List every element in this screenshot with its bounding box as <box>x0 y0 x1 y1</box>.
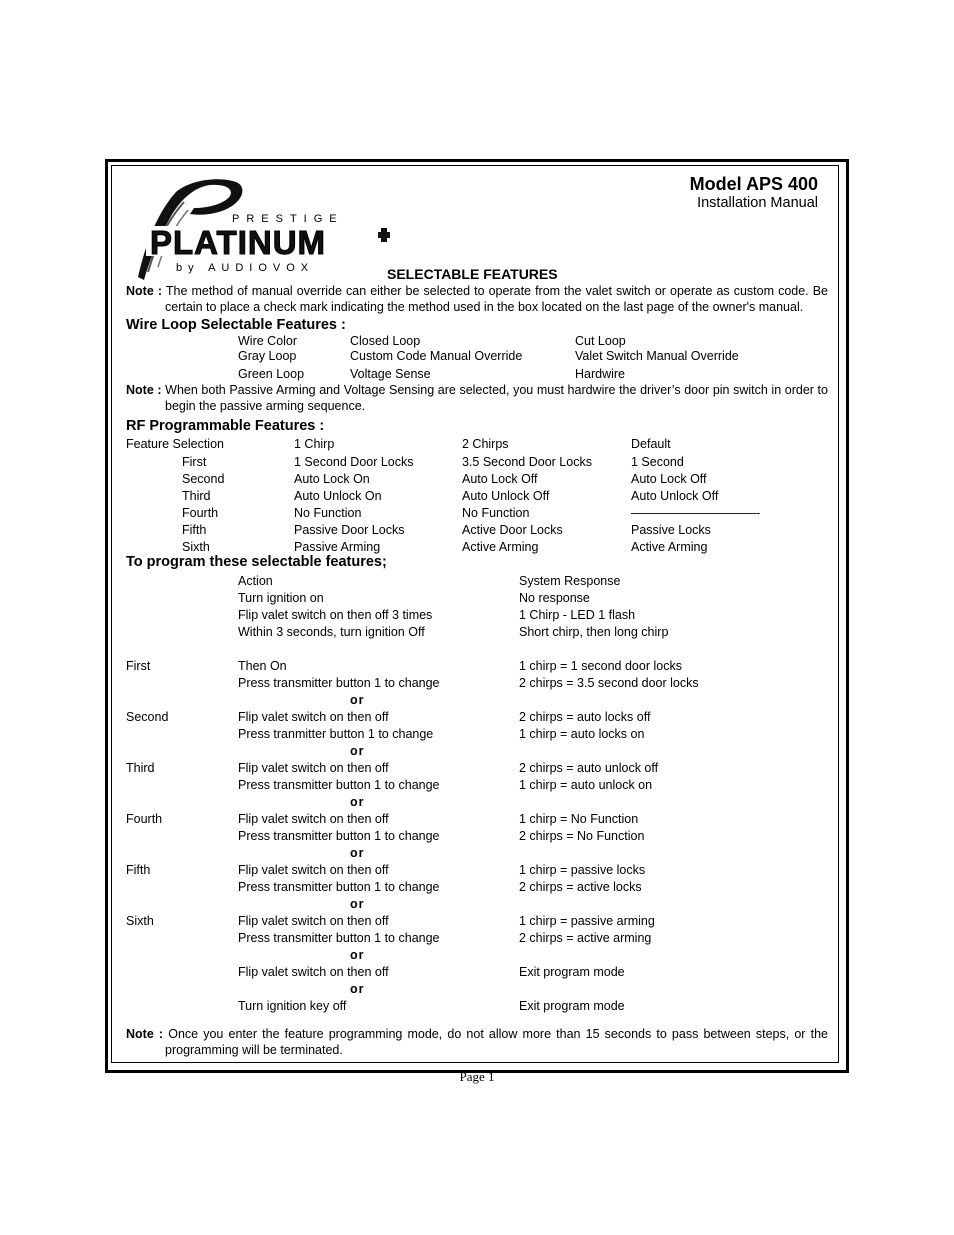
program-step-label: Fifth <box>126 863 151 877</box>
wire-loop-cell: Hardwire <box>575 367 626 381</box>
wire-loop-cell: Gray Loop <box>238 349 297 363</box>
rf-table-cell: Auto Unlock Off <box>631 489 719 503</box>
program-response: 1 chirp = auto unlock on <box>519 778 653 792</box>
note-text: When both Passive Arming and Voltage Sensing are selected, you must hardwire the driver’s door pin switch in order to begin the passive arming sequence. <box>165 383 828 413</box>
wire-loop-cell: Green Loop <box>238 367 305 381</box>
model-header <box>690 174 818 212</box>
program-response: 1 chirp = 1 second door locks <box>519 659 682 673</box>
note-text: The method of manual override can either be selected to operate from the valet switch or operate as custom code. Be certain to place a check mark indicating the method used in the box located on the last page of the owner's manual. <box>165 284 829 314</box>
program-step-label: Fourth <box>126 812 163 826</box>
note-passive-arming <box>126 383 828 414</box>
program-response: 2 chirps = 3.5 second door locks <box>519 676 699 690</box>
program-response: 2 chirps = auto unlock off <box>519 761 659 775</box>
program-action: Press transmitter button 1 to change <box>238 676 440 690</box>
rf-column-header: 1 Chirp <box>294 437 335 451</box>
program-response: 2 chirps = No Function <box>519 829 645 843</box>
program-response: 1 Chirp - LED 1 flash <box>519 608 636 622</box>
program-action: Flip valet switch on then off <box>238 863 389 877</box>
program-action: Press transmitter button 1 to change <box>238 880 440 894</box>
rf-table-cell: 3.5 Second Door Locks <box>462 455 592 469</box>
program-action: Flip valet switch on then off <box>238 914 389 928</box>
rf-table-cell: Active Arming <box>462 540 539 554</box>
or-separator: or <box>350 948 365 962</box>
note-label: Note : <box>126 284 163 298</box>
wire-loop-cell: Valet Switch Manual Override <box>575 349 739 363</box>
or-separator: or <box>350 795 365 809</box>
program-action: Flip valet switch on then off <box>238 710 389 724</box>
logo-prestige-text: PRESTIGE <box>232 213 344 225</box>
rf-table-cell: Passive Door Locks <box>294 523 405 537</box>
rf-table-cell: Auto Unlock Off <box>462 489 550 503</box>
note-label: Note : <box>126 1027 164 1041</box>
note-manual-override <box>126 284 828 315</box>
rf-table-cell: Fifth <box>182 523 207 537</box>
program-response: Exit program mode <box>519 999 625 1013</box>
wire-loop-cell: Wire Color <box>238 334 298 348</box>
program-response: Short chirp, then long chirp <box>519 625 669 639</box>
program-action: Press transmitter button 1 to change <box>238 931 440 945</box>
program-action: Within 3 seconds, turn ignition Off <box>238 625 425 639</box>
program-action: Flip valet switch on then off <box>238 965 389 979</box>
rf-table-cell: No Function <box>462 506 530 520</box>
program-response: 1 chirp = passive arming <box>519 914 655 928</box>
program-action: Turn ignition key off <box>238 999 347 1013</box>
wire-loop-heading: Wire Loop Selectable Features : <box>126 317 346 333</box>
program-response: 2 chirps = active locks <box>519 880 642 894</box>
or-separator: or <box>350 982 365 996</box>
or-separator: or <box>350 846 365 860</box>
program-response: 1 chirp = No Function <box>519 812 639 826</box>
note-timeout <box>126 1027 828 1058</box>
program-action: Press transmitter button 1 to change <box>238 829 440 843</box>
program-response: No response <box>519 591 590 605</box>
program-response: 1 chirp = passive locks <box>519 863 646 877</box>
rf-table-cell: Auto Lock Off <box>631 472 707 486</box>
manual-subtitle: Installation Manual <box>697 195 818 211</box>
program-action: Action <box>238 574 273 588</box>
program-step-label: Second <box>126 710 169 724</box>
or-separator: or <box>350 897 365 911</box>
program-step-label: Sixth <box>126 914 154 928</box>
program-action: Flip valet switch on then off <box>238 812 389 826</box>
model-title: Model APS 400 <box>689 174 818 194</box>
program-action: Press tranmitter button 1 to change <box>238 727 434 741</box>
program-response: System Response <box>519 574 621 588</box>
rf-table-cell: First <box>182 455 207 469</box>
page-number: Page 1 <box>459 1069 495 1084</box>
program-action: Flip valet switch on then off <box>238 761 389 775</box>
wire-loop-cell: Custom Code Manual Override <box>350 349 523 363</box>
rf-table-cell: 1 Second Door Locks <box>294 455 414 469</box>
rf-table-cell: Fourth <box>182 506 219 520</box>
note-text: Once you enter the feature programming mode, do not allow more than 15 seconds to pass between steps, or the programming will be terminated. <box>165 1027 828 1057</box>
program-response: 1 chirp = auto locks on <box>519 727 645 741</box>
or-separator: or <box>350 744 365 758</box>
rf-heading: RF Programmable Features : <box>126 418 325 434</box>
program-response: 2 chirps = active arming <box>519 931 652 945</box>
logo-audiovox-text: by AUDIOVOX <box>176 262 315 274</box>
rf-table-cell: No Function <box>294 506 362 520</box>
program-response: Exit program mode <box>519 965 625 979</box>
rf-table-cell: Auto Lock Off <box>462 472 538 486</box>
program-action: Then On <box>238 659 287 673</box>
or-separator: or <box>350 693 365 707</box>
rf-table-cell: Active Arming <box>631 540 708 554</box>
rf-table-cell: Auto Unlock On <box>294 489 382 503</box>
rf-table-cell: 1 Second <box>631 455 684 469</box>
note-label: Note : <box>126 383 162 397</box>
rf-column-header: Feature Selection <box>126 437 224 451</box>
program-heading: To program these selectable features; <box>126 554 387 570</box>
program-step-label: Third <box>126 761 155 775</box>
rf-table-cell: Third <box>182 489 211 503</box>
wire-loop-cell: Closed Loop <box>350 334 421 348</box>
wire-loop-cell: Cut Loop <box>575 334 626 348</box>
rf-column-header: 2 Chirps <box>462 437 509 451</box>
rf-table-cell: Passive Locks <box>631 523 711 537</box>
program-action: Flip valet switch on then off 3 times <box>238 608 433 622</box>
rf-table-cell: Auto Lock On <box>294 472 370 486</box>
section-title: SELECTABLE FEATURES <box>387 266 558 282</box>
program-step-label: First <box>126 659 151 673</box>
logo-platinum-text: PLATINUM <box>150 224 327 261</box>
rf-table-cell: Passive Arming <box>294 540 381 554</box>
prestige-platinum-logo <box>128 172 393 284</box>
rf-table-cell: Active Door Locks <box>462 523 563 537</box>
rf-table-cell: Sixth <box>182 540 210 554</box>
wire-loop-cell: Voltage Sense <box>350 367 431 381</box>
rf-table-cell: ——————————- <box>631 506 761 520</box>
program-action: Turn ignition on <box>238 591 324 605</box>
program-response: 2 chirps = auto locks off <box>519 710 651 724</box>
rf-column-header: Default <box>631 437 671 451</box>
program-action: Press transmitter button 1 to change <box>238 778 440 792</box>
rf-table-cell: Second <box>182 472 225 486</box>
